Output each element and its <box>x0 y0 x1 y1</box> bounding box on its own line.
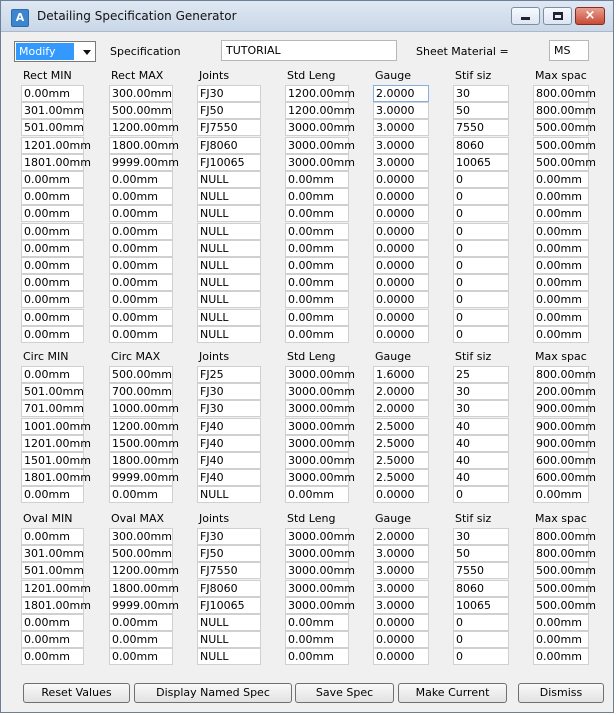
spec-cell[interactable]: 0.0000 <box>373 648 429 665</box>
spec-cell[interactable]: 0.00mm <box>533 291 589 308</box>
spec-cell[interactable]: 0.0000 <box>373 223 429 240</box>
spec-cell[interactable]: 3.0000 <box>373 154 429 171</box>
spec-cell[interactable]: 1201.00mm <box>21 137 84 154</box>
spec-cell[interactable]: 2.5000 <box>373 452 429 469</box>
spec-cell[interactable]: 0.00mm <box>21 648 84 665</box>
column-header: Oval MIN <box>23 512 73 525</box>
spec-cell[interactable]: 2.5000 <box>373 469 429 486</box>
spec-cell[interactable]: 1200.00mm <box>285 85 349 102</box>
title-bar <box>1 1 613 32</box>
specification-input[interactable]: TUTORIAL <box>221 40 397 61</box>
spec-cell[interactable]: FJ40 <box>197 452 261 469</box>
spec-cell[interactable]: 0.00mm <box>533 309 589 326</box>
spec-cell[interactable]: 3000.00mm <box>285 580 349 597</box>
spec-cell[interactable]: 0.00mm <box>285 205 349 222</box>
column-header: Stif siz <box>455 350 492 363</box>
spec-cell[interactable]: 0.00mm <box>109 205 173 222</box>
spec-cell[interactable]: 50 <box>453 102 509 119</box>
spec-cell[interactable]: 1201.00mm <box>21 580 84 597</box>
spec-cell[interactable]: 0.00mm <box>533 326 589 343</box>
spec-cell[interactable]: 0.00mm <box>21 274 84 291</box>
spec-cell[interactable]: 0.00mm <box>533 486 589 503</box>
spec-cell[interactable]: 0 <box>453 309 509 326</box>
spec-cell[interactable]: 0.0000 <box>373 171 429 188</box>
spec-cell[interactable]: 1000.00mm <box>109 400 173 417</box>
spec-cell[interactable]: 0.00mm <box>533 631 589 648</box>
spec-cell[interactable]: 25 <box>453 366 509 383</box>
spec-cell[interactable]: FJ40 <box>197 435 261 452</box>
spec-cell[interactable]: 600.00mm <box>533 469 589 486</box>
spec-cell[interactable]: 2.0000 <box>373 400 429 417</box>
spec-cell[interactable]: 2.0000 <box>373 383 429 400</box>
spec-cell[interactable]: 3.0000 <box>373 119 429 136</box>
spec-cell[interactable]: 50 <box>453 545 509 562</box>
spec-cell[interactable]: 0.00mm <box>285 257 349 274</box>
spec-cell[interactable]: 0 <box>453 486 509 503</box>
spec-cell[interactable]: 0 <box>453 188 509 205</box>
spec-cell[interactable]: 0.00mm <box>285 171 349 188</box>
spec-cell[interactable]: 1801.00mm <box>21 597 84 614</box>
spec-cell[interactable]: 1200.00mm <box>285 102 349 119</box>
spec-cell[interactable]: 30 <box>453 400 509 417</box>
spec-cell[interactable]: 0.0000 <box>373 614 429 631</box>
spec-cell[interactable]: 0.00mm <box>109 223 173 240</box>
spec-cell[interactable]: 0 <box>453 205 509 222</box>
sheet-material-input[interactable]: MS <box>549 40 589 61</box>
spec-cell[interactable]: NULL <box>197 223 261 240</box>
spec-cell[interactable]: 30 <box>453 383 509 400</box>
spec-cell[interactable]: 0.00mm <box>109 171 173 188</box>
spec-cell[interactable]: 500.00mm <box>109 102 173 119</box>
spec-cell[interactable]: 500.00mm <box>109 545 173 562</box>
spec-cell[interactable]: 0 <box>453 326 509 343</box>
spec-cell[interactable]: 0.00mm <box>533 240 589 257</box>
spec-cell[interactable]: NULL <box>197 326 261 343</box>
spec-cell[interactable]: FJ40 <box>197 469 261 486</box>
display-named-spec-button[interactable]: Display Named Spec <box>134 683 292 703</box>
spec-cell[interactable]: 3000.00mm <box>285 418 349 435</box>
spec-cell[interactable]: 0.00mm <box>109 309 173 326</box>
spec-cell[interactable]: FJ30 <box>197 528 261 545</box>
spec-cell[interactable]: NULL <box>197 631 261 648</box>
spec-cell[interactable]: 0.00mm <box>285 309 349 326</box>
spec-cell[interactable]: 1200.00mm <box>109 418 173 435</box>
column-header: Gauge <box>375 350 411 363</box>
spec-cell[interactable]: FJ30 <box>197 85 261 102</box>
spec-cell[interactable]: 0.00mm <box>109 648 173 665</box>
spec-cell[interactable]: NULL <box>197 257 261 274</box>
spec-cell[interactable]: 900.00mm <box>533 400 589 417</box>
spec-cell[interactable]: 1.6000 <box>373 366 429 383</box>
spec-cell[interactable]: 800.00mm <box>533 545 589 562</box>
spec-cell[interactable]: 1501.00mm <box>21 452 84 469</box>
spec-cell[interactable]: 3000.00mm <box>285 562 349 579</box>
spec-cell[interactable]: 0 <box>453 223 509 240</box>
spec-cell[interactable]: 200.00mm <box>533 383 589 400</box>
close-button[interactable] <box>575 7 605 25</box>
dismiss-button[interactable]: Dismiss <box>518 683 604 703</box>
column-header: Joints <box>199 512 230 525</box>
spec-cell[interactable]: 0.00mm <box>21 486 84 503</box>
spec-cell[interactable]: 0.00mm <box>21 528 84 545</box>
spec-cell[interactable]: 3.0000 <box>373 102 429 119</box>
spec-cell[interactable]: 1800.00mm <box>109 452 173 469</box>
spec-cell[interactable]: 0 <box>453 631 509 648</box>
spec-cell[interactable]: 0.00mm <box>109 257 173 274</box>
spec-cell[interactable]: FJ10065 <box>197 154 261 171</box>
spec-cell[interactable]: 0.0000 <box>373 205 429 222</box>
spec-cell[interactable]: 3000.00mm <box>285 435 349 452</box>
spec-cell[interactable]: 3000.00mm <box>285 137 349 154</box>
spec-cell[interactable]: 40 <box>453 418 509 435</box>
spec-cell[interactable]: 7550 <box>453 119 509 136</box>
spec-cell[interactable]: 501.00mm <box>21 562 84 579</box>
spec-cell[interactable]: 0.00mm <box>109 486 173 503</box>
spec-cell[interactable]: 0 <box>453 291 509 308</box>
spec-cell[interactable]: FJ8060 <box>197 137 261 154</box>
spec-cell[interactable]: 3000.00mm <box>285 452 349 469</box>
spec-cell[interactable]: 3000.00mm <box>285 154 349 171</box>
spec-cell[interactable]: 1801.00mm <box>21 154 84 171</box>
spec-cell[interactable]: 0.00mm <box>285 326 349 343</box>
column-header: Std Leng <box>287 69 336 82</box>
spec-cell[interactable]: 9999.00mm <box>109 597 173 614</box>
spec-cell[interactable]: 9999.00mm <box>109 154 173 171</box>
spec-cell[interactable]: 0.0000 <box>373 274 429 291</box>
spec-cell[interactable]: 0.00mm <box>21 171 84 188</box>
spec-cell[interactable]: 0.00mm <box>533 257 589 274</box>
spec-cell[interactable]: 1801.00mm <box>21 469 84 486</box>
spec-cell[interactable]: FJ7550 <box>197 119 261 136</box>
spec-cell[interactable]: 0.00mm <box>109 326 173 343</box>
make-current-button[interactable]: Make Current <box>398 683 507 703</box>
column-header: Max spac <box>535 512 587 525</box>
spec-cell[interactable]: 0.0000 <box>373 326 429 343</box>
spec-cell[interactable]: 3000.00mm <box>285 400 349 417</box>
spec-cell[interactable]: 301.00mm <box>21 545 84 562</box>
minimize-icon <box>521 17 530 20</box>
spec-cell[interactable]: 1201.00mm <box>21 435 84 452</box>
spec-cell[interactable]: NULL <box>197 486 261 503</box>
spec-cell[interactable]: 2.5000 <box>373 435 429 452</box>
spec-cell[interactable]: 600.00mm <box>533 452 589 469</box>
spec-cell[interactable]: 800.00mm <box>533 102 589 119</box>
spec-cell[interactable]: 3000.00mm <box>285 469 349 486</box>
spec-cell[interactable]: 0.00mm <box>21 240 84 257</box>
spec-cell[interactable]: 0.00mm <box>285 274 349 291</box>
spec-cell[interactable]: 700.00mm <box>109 383 173 400</box>
spec-cell[interactable]: 0.00mm <box>533 648 589 665</box>
spec-cell[interactable]: 0.00mm <box>533 171 589 188</box>
minimize-button[interactable] <box>511 7 540 25</box>
spec-cell[interactable]: NULL <box>197 205 261 222</box>
spec-cell[interactable]: 1500.00mm <box>109 435 173 452</box>
column-header: Rect MAX <box>111 69 164 82</box>
spec-cell[interactable]: 1800.00mm <box>109 137 173 154</box>
spec-cell[interactable]: 800.00mm <box>533 366 589 383</box>
spec-cell[interactable]: 0.00mm <box>109 274 173 291</box>
spec-cell[interactable]: 3000.00mm <box>285 366 349 383</box>
spec-cell[interactable]: 0.00mm <box>21 291 84 308</box>
spec-cell[interactable]: 3000.00mm <box>285 528 349 545</box>
spec-cell[interactable]: 301.00mm <box>21 102 84 119</box>
spec-cell[interactable]: 1200.00mm <box>109 119 173 136</box>
column-header: Gauge <box>375 69 411 82</box>
spec-cell[interactable]: NULL <box>197 240 261 257</box>
spec-cell[interactable]: 501.00mm <box>21 383 84 400</box>
column-header: Max spac <box>535 69 587 82</box>
column-header: Circ MAX <box>111 350 161 363</box>
spec-cell[interactable]: 0.00mm <box>21 205 84 222</box>
spec-cell[interactable]: 501.00mm <box>21 119 84 136</box>
spec-cell[interactable]: 0.00mm <box>109 614 173 631</box>
spec-cell[interactable]: 0.00mm <box>285 631 349 648</box>
spec-cell[interactable]: NULL <box>197 171 261 188</box>
spec-cell[interactable]: 0.00mm <box>109 188 173 205</box>
column-header: Stif siz <box>455 69 492 82</box>
spec-cell[interactable]: 9999.00mm <box>109 469 173 486</box>
spec-cell[interactable]: 1200.00mm <box>109 562 173 579</box>
spec-cell[interactable]: 10065 <box>453 154 509 171</box>
column-header: Circ MIN <box>23 350 69 363</box>
spec-cell[interactable]: FJ50 <box>197 102 261 119</box>
spec-cell[interactable]: 0 <box>453 274 509 291</box>
spec-cell[interactable]: 0.00mm <box>533 205 589 222</box>
spec-cell[interactable]: 3000.00mm <box>285 597 349 614</box>
spec-cell[interactable]: 0.00mm <box>285 614 349 631</box>
close-icon: × <box>584 8 596 23</box>
spec-cell[interactable]: 0.0000 <box>373 486 429 503</box>
spec-cell[interactable]: 8060 <box>453 137 509 154</box>
spec-cell[interactable]: 2.5000 <box>373 418 429 435</box>
spec-cell[interactable]: 0.00mm <box>21 631 84 648</box>
column-header: Std Leng <box>287 512 336 525</box>
spec-cell[interactable]: 3.0000 <box>373 562 429 579</box>
spec-cell[interactable]: 30 <box>453 85 509 102</box>
spec-cell[interactable]: 0.00mm <box>533 188 589 205</box>
spec-cell[interactable]: 30 <box>453 528 509 545</box>
app-icon: A <box>11 9 29 27</box>
spec-cell[interactable]: 0.0000 <box>373 257 429 274</box>
spec-cell[interactable]: 0 <box>453 257 509 274</box>
spec-cell[interactable]: 500.00mm <box>533 154 589 171</box>
spec-cell[interactable]: 0.00mm <box>21 309 84 326</box>
spec-cell[interactable]: 0.00mm <box>533 223 589 240</box>
mode-value: Modify <box>16 43 74 60</box>
spec-cell[interactable]: 40 <box>453 452 509 469</box>
spec-cell[interactable]: 0.00mm <box>109 240 173 257</box>
spec-cell[interactable]: 0.00mm <box>285 486 349 503</box>
column-header: Stif siz <box>455 512 492 525</box>
spec-cell[interactable]: 0.00mm <box>109 291 173 308</box>
spec-cell[interactable]: 500.00mm <box>533 580 589 597</box>
spec-cell[interactable]: 0.0000 <box>373 309 429 326</box>
spec-cell[interactable]: FJ10065 <box>197 597 261 614</box>
spec-cell[interactable]: 0.0000 <box>373 631 429 648</box>
spec-cell[interactable]: 0.0000 <box>373 291 429 308</box>
spec-cell[interactable]: 0.00mm <box>21 257 84 274</box>
spec-cell[interactable]: NULL <box>197 188 261 205</box>
spec-cell[interactable]: 2.0000 <box>373 528 429 545</box>
spec-cell[interactable]: 3000.00mm <box>285 383 349 400</box>
spec-cell[interactable]: 40 <box>453 469 509 486</box>
spec-cell[interactable]: 500.00mm <box>533 119 589 136</box>
spec-cell[interactable]: FJ25 <box>197 366 261 383</box>
maximize-button[interactable] <box>543 7 572 25</box>
spec-cell[interactable]: 3000.00mm <box>285 545 349 562</box>
spec-cell[interactable]: 900.00mm <box>533 435 589 452</box>
spec-cell[interactable]: 0.0000 <box>373 188 429 205</box>
spec-cell[interactable]: 500.00mm <box>109 366 173 383</box>
spec-cell[interactable]: NULL <box>197 648 261 665</box>
spec-cell[interactable]: 1001.00mm <box>21 418 84 435</box>
spec-cell[interactable]: NULL <box>197 309 261 326</box>
spec-cell[interactable]: 300.00mm <box>109 528 173 545</box>
spec-cell[interactable]: 0.00mm <box>21 188 84 205</box>
column-header: Rect MIN <box>23 69 72 82</box>
column-header: Oval MAX <box>111 512 165 525</box>
spec-cell[interactable]: 3.0000 <box>373 137 429 154</box>
spec-cell[interactable]: 0.00mm <box>285 240 349 257</box>
chevron-down-icon <box>83 50 91 55</box>
spec-cell[interactable]: 8060 <box>453 580 509 597</box>
spec-cell[interactable]: 0.0000 <box>373 240 429 257</box>
spec-cell[interactable]: 0 <box>453 171 509 188</box>
spec-cell[interactable]: 40 <box>453 435 509 452</box>
spec-cell[interactable]: 0 <box>453 614 509 631</box>
spec-cell[interactable]: FJ7550 <box>197 562 261 579</box>
spec-cell[interactable]: 500.00mm <box>533 562 589 579</box>
specification-label: Specification <box>110 45 181 58</box>
column-header: Joints <box>199 350 230 363</box>
spec-cell[interactable]: 0.00mm <box>109 631 173 648</box>
spec-cell[interactable]: 500.00mm <box>533 137 589 154</box>
spec-cell[interactable]: NULL <box>197 274 261 291</box>
spec-cell[interactable]: 2.0000 <box>373 85 429 102</box>
column-header: Std Leng <box>287 350 336 363</box>
spec-cell[interactable]: 0 <box>453 240 509 257</box>
spec-cell[interactable]: 500.00mm <box>533 597 589 614</box>
spec-cell[interactable]: 300.00mm <box>109 85 173 102</box>
spec-cell[interactable]: 0.00mm <box>533 614 589 631</box>
column-header: Joints <box>199 69 230 82</box>
spec-cell[interactable]: NULL <box>197 614 261 631</box>
spec-cell[interactable]: 0.00mm <box>285 223 349 240</box>
spec-cell[interactable]: 0.00mm <box>21 326 84 343</box>
spec-cell[interactable]: FJ50 <box>197 545 261 562</box>
sheet-material-label: Sheet Material = <box>416 45 509 58</box>
spec-cell[interactable]: 800.00mm <box>533 528 589 545</box>
mode-select[interactable] <box>14 41 96 62</box>
spec-cell[interactable]: 0 <box>453 648 509 665</box>
spec-cell[interactable]: 3.0000 <box>373 580 429 597</box>
spec-cell[interactable]: FJ30 <box>197 400 261 417</box>
window-title: Detailing Specification Generator <box>37 9 237 23</box>
maximize-icon <box>553 12 563 20</box>
spec-cell[interactable]: 0.00mm <box>285 188 349 205</box>
spec-cell[interactable]: 3.0000 <box>373 597 429 614</box>
spec-cell[interactable]: NULL <box>197 291 261 308</box>
spec-cell[interactable]: 800.00mm <box>533 85 589 102</box>
column-header: Gauge <box>375 512 411 525</box>
spec-cell[interactable]: 0.00mm <box>21 366 84 383</box>
spec-cell[interactable]: FJ30 <box>197 383 261 400</box>
spec-cell[interactable]: 0.00mm <box>533 274 589 291</box>
spec-cell[interactable]: 1800.00mm <box>109 580 173 597</box>
save-spec-button[interactable]: Save Spec <box>295 683 394 703</box>
spec-cell[interactable]: 3000.00mm <box>285 119 349 136</box>
spec-cell[interactable]: 0.00mm <box>21 85 84 102</box>
column-header: Max spac <box>535 350 587 363</box>
spec-cell[interactable]: 900.00mm <box>533 418 589 435</box>
spec-cell[interactable]: 10065 <box>453 597 509 614</box>
spec-cell[interactable]: 701.00mm <box>21 400 84 417</box>
spec-cell[interactable]: 0.00mm <box>21 614 84 631</box>
reset-values-button[interactable]: Reset Values <box>23 683 130 703</box>
spec-cell[interactable]: 7550 <box>453 562 509 579</box>
spec-cell[interactable]: 0.00mm <box>285 648 349 665</box>
spec-cell[interactable]: 0.00mm <box>21 223 84 240</box>
spec-cell[interactable]: FJ8060 <box>197 580 261 597</box>
spec-cell[interactable]: 3.0000 <box>373 545 429 562</box>
spec-cell[interactable]: FJ40 <box>197 418 261 435</box>
spec-cell[interactable]: 0.00mm <box>285 291 349 308</box>
